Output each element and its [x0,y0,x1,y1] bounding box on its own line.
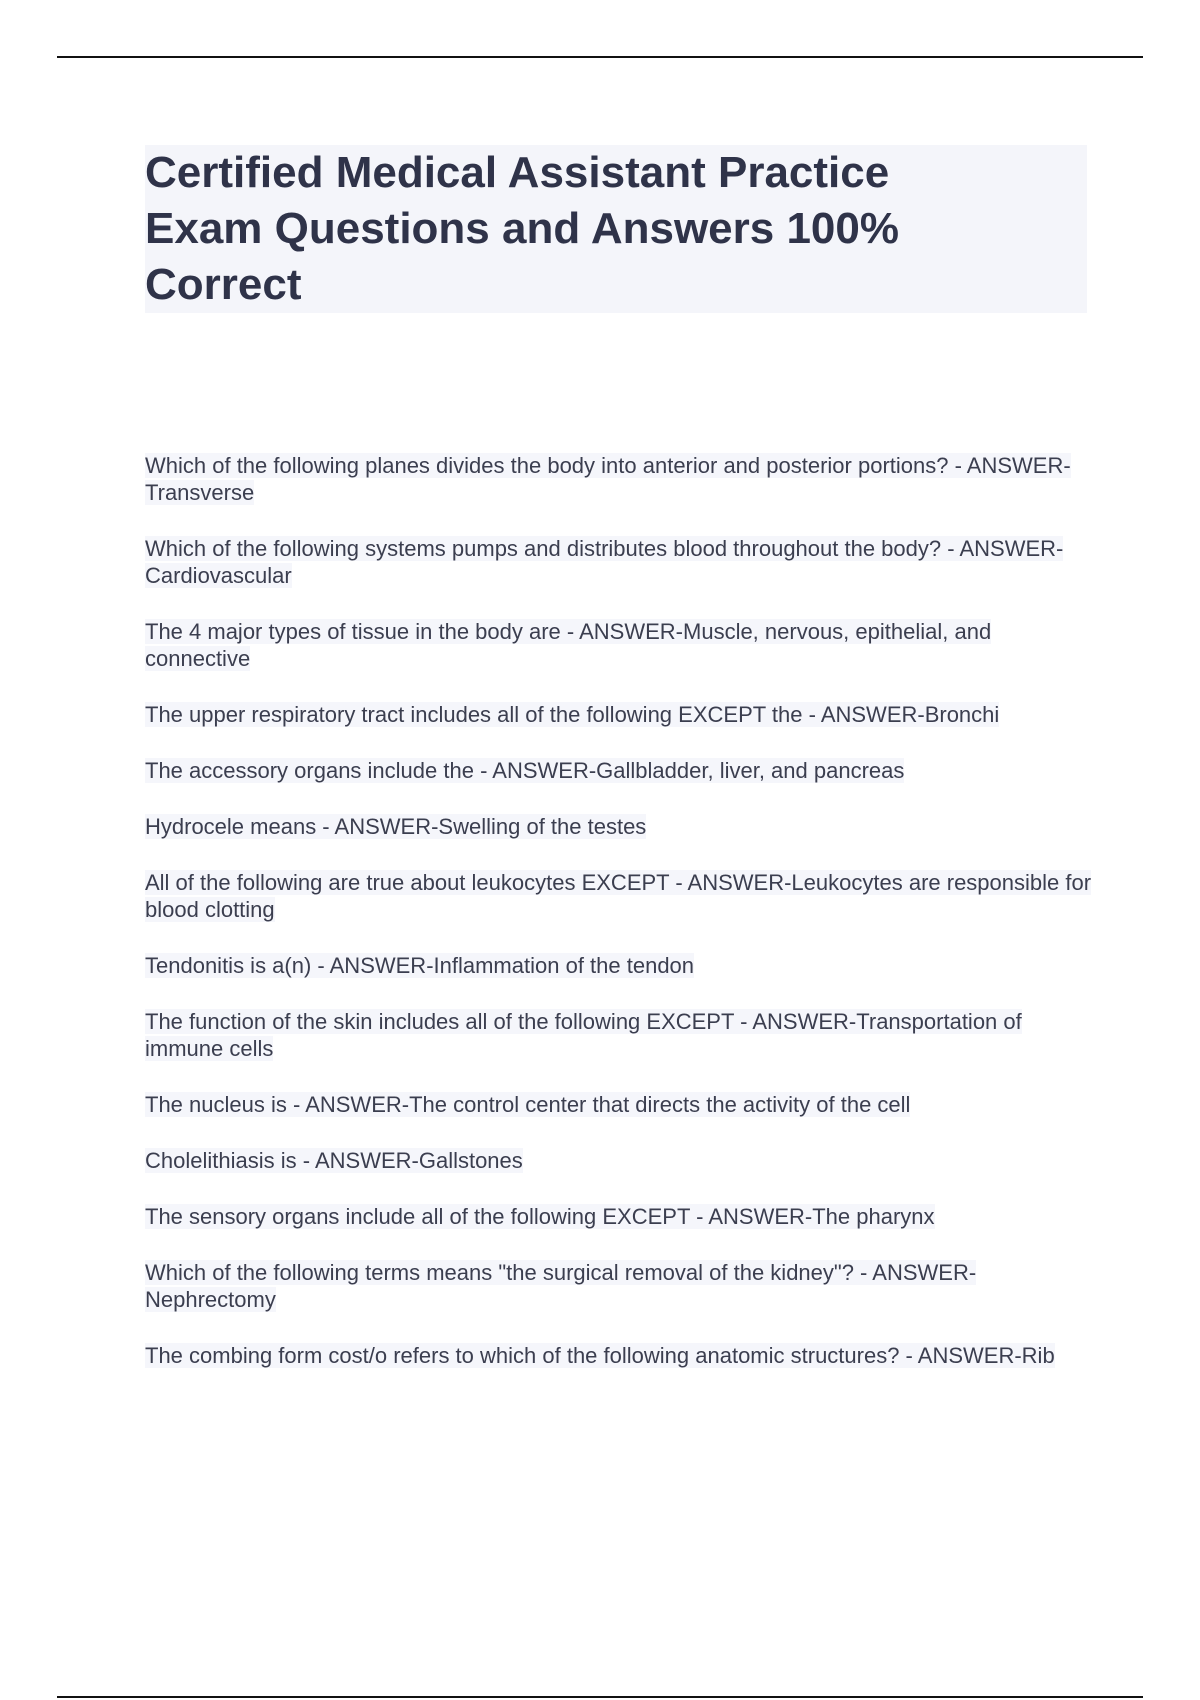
qa-text: Which of the following planes divides the body into anterior and posterior portions? - ANSWER-Transverse [145,453,1071,505]
qa-text: The combing form cost/o refers to which of the following anatomic structures? - ANSWER-Rib [145,1343,1055,1368]
qa-text: Hydrocele means - ANSWER-Swelling of the testes [145,814,647,839]
qa-item [145,813,1095,840]
qa-text: Which of the following systems pumps and distributes blood throughout the body? - ANSWER-Cardiovascular [145,536,1064,588]
top-rule [57,56,1143,58]
qa-item [145,952,1095,979]
qa-text: Tendonitis is a(n) - ANSWER-Inflammation of the tendon [145,953,695,978]
qa-text: Which of the following terms means "the surgical removal of the kidney"? - ANSWER-Nephrectomy [145,1260,977,1312]
qa-item [145,1203,1095,1230]
qa-item [145,869,1095,923]
qa-item [145,618,1095,672]
qa-item [145,452,1095,506]
qa-text: The nucleus is - ANSWER-The control center that directs the activity of the cell [145,1092,911,1117]
qa-item [145,1091,1095,1118]
qa-list [145,452,1095,1398]
qa-text: The function of the skin includes all of the following EXCEPT - ANSWER-Transportation of immune cells [145,1009,1022,1061]
qa-text: Cholelithiasis is - ANSWER-Gallstones [145,1148,523,1173]
qa-item [145,1259,1095,1313]
qa-text: The accessory organs include the - ANSWER-Gallbladder, liver, and pancreas [145,758,905,783]
bottom-rule [57,1696,1143,1698]
qa-item [145,1008,1095,1062]
qa-item [145,757,1095,784]
title-block [145,145,1087,313]
qa-text: All of the following are true about leukocytes EXCEPT - ANSWER-Leukocytes are responsible for blood clotting [145,870,1092,922]
qa-text: The sensory organs include all of the following EXCEPT - ANSWER-The pharynx [145,1204,935,1229]
qa-item [145,701,1095,728]
qa-item [145,1342,1095,1369]
qa-item [145,1147,1095,1174]
document-title: Certified Medical Assistant Practice Exam Questions and Answers 100% Correct [145,148,899,309]
qa-item [145,535,1095,589]
qa-text: The upper respiratory tract includes all of the following EXCEPT the - ANSWER-Bronchi [145,702,1000,727]
qa-text: The 4 major types of tissue in the body are - ANSWER-Muscle, nervous, epithelial, and connective [145,619,992,671]
